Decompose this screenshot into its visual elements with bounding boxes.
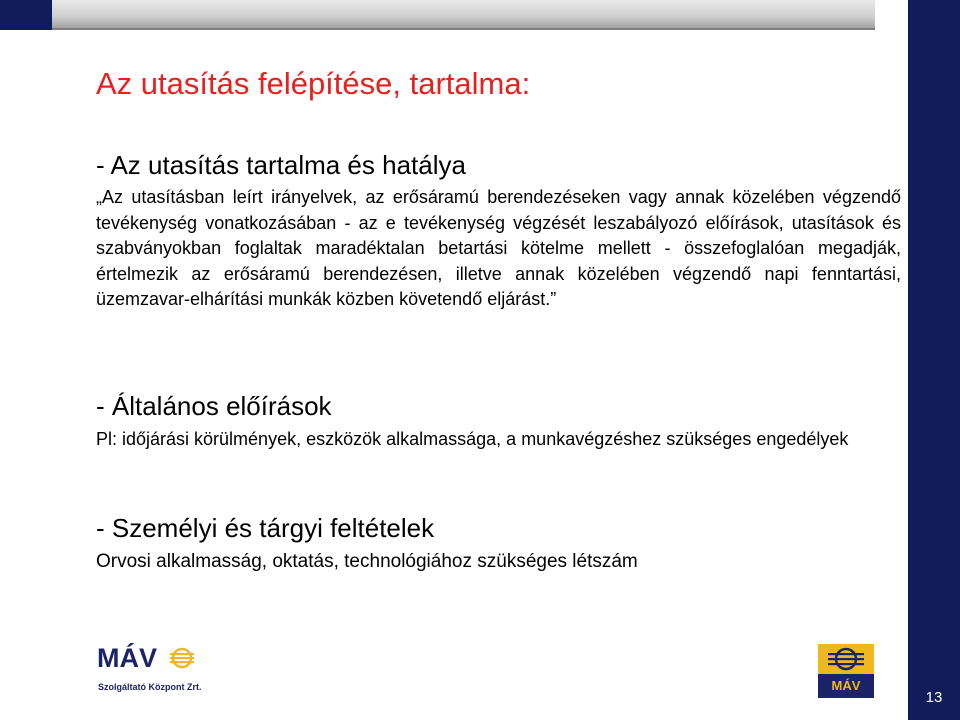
mav-wing-icon [818, 644, 874, 674]
logo-caption: Szolgáltató Központ Zrt. [98, 682, 202, 692]
mav-logo [818, 644, 874, 698]
header-corner-block [0, 0, 52, 30]
top-header-bar [0, 0, 875, 30]
section-body-general: Pl: időjárási körülmények, eszközök alkalmassága, a munkavégzéshez szükséges engedélyek [96, 429, 849, 449]
section-heading-general: - Általános előírások [96, 391, 332, 421]
mav-szolgaltato-logo [97, 637, 202, 699]
right-side-bar [908, 0, 960, 720]
section-heading-conditions: - Személyi és tárgyi feltételek [96, 513, 435, 543]
section-body-scope: „Az utasításban leírt irányelvek, az erősáramú berendezéseken vagy annak közelében végzendő tevékenység vonatkozásában - az e tevékenység végzését leszabályozó előírások, utasítások és szabványokban foglaltak maradéktalan betartási kötelme mellett - összefoglalóan megadják, értelmezik az erősáramú berendezésen, illetve annak közelében végzendő napi fenntartási, üzemzavar-elhárítási munkák közben követendő eljárást.” [96, 187, 901, 309]
slide-title: Az utasítás felépítése, tartalma: [96, 66, 531, 101]
mav-plate-text: MÁV [818, 674, 874, 698]
section-body-conditions: Orvosi alkalmasság, oktatás, technológiához szükséges létszám [96, 551, 638, 572]
section-heading-scope: - Az utasítás tartalma és hatálya [96, 150, 466, 180]
logo-wordmark: MÁV [97, 643, 157, 673]
mav-emblem [818, 644, 874, 674]
page-number: 13 [925, 689, 943, 706]
mav-wing-icon [170, 647, 194, 669]
